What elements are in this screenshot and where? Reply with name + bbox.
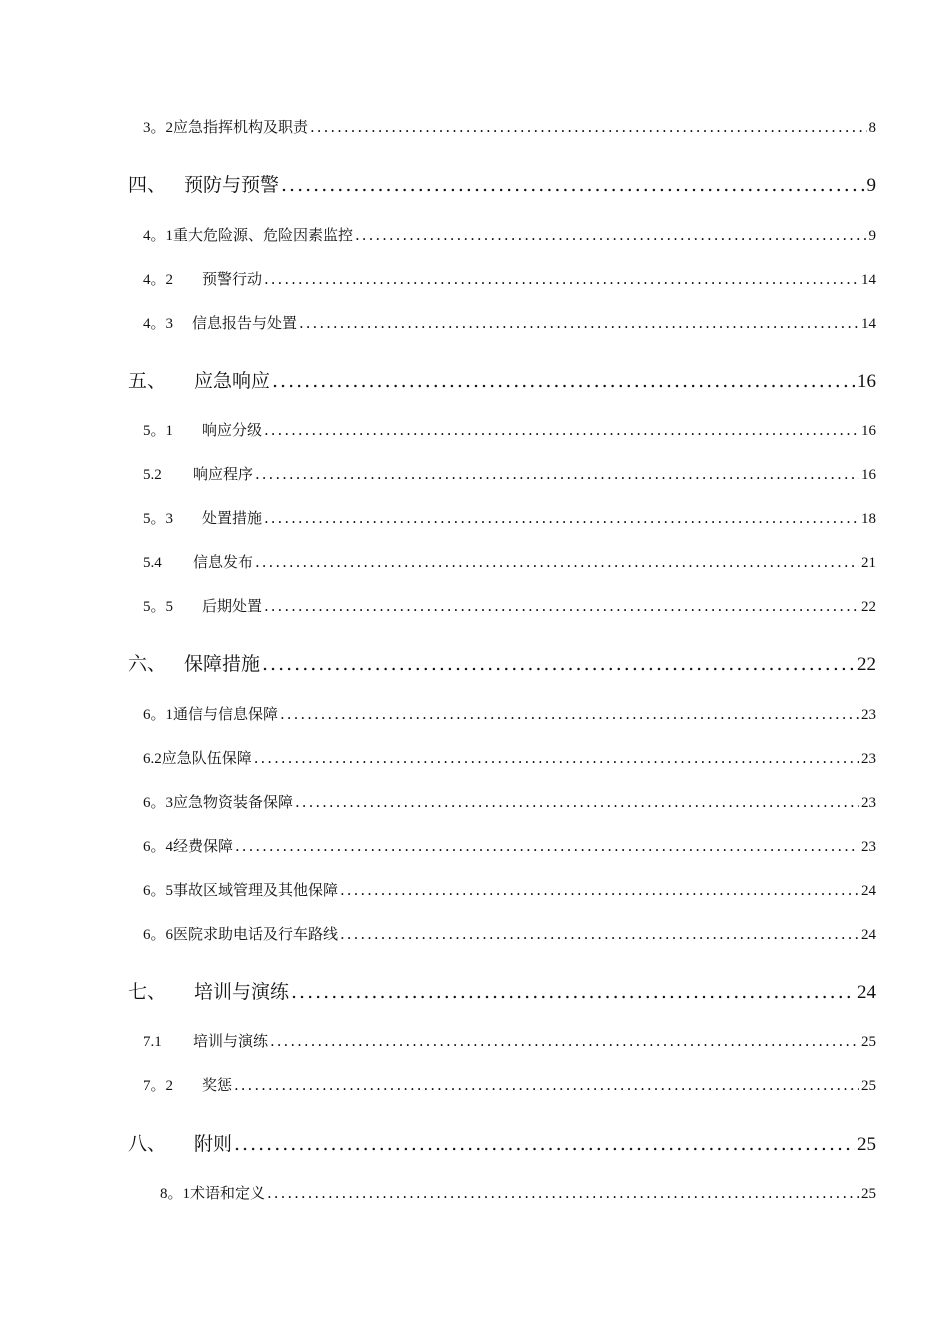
toc-page-number: 23	[861, 839, 876, 855]
toc-page-number: 9	[866, 175, 876, 196]
toc-page-number: 18	[861, 511, 876, 527]
dot-leader	[234, 1133, 855, 1155]
toc-entry[interactable]	[143, 116, 876, 137]
toc-chapter[interactable]	[128, 977, 876, 1004]
toc-title: 附则	[194, 1133, 233, 1155]
toc-title: 培训与演练	[194, 981, 290, 1003]
toc-title: 应急队伍保障	[161, 749, 252, 767]
toc-title: 后期处置	[202, 597, 263, 615]
toc-title: 应急物资装备保障	[173, 793, 294, 811]
toc-number: 七、	[128, 982, 167, 1003]
toc-title: 重大危险源、危险因素监控	[173, 226, 354, 244]
dot-leader	[355, 226, 866, 244]
toc-entry[interactable]	[143, 419, 876, 440]
toc-number: 6.2	[143, 751, 162, 767]
dot-leader	[255, 553, 859, 571]
toc-title: 响应分级	[202, 421, 263, 439]
toc-page-number: 14	[861, 316, 876, 332]
toc-page-number: 25	[861, 1186, 876, 1202]
toc-page-number: 16	[861, 467, 876, 483]
toc-title: 预警行动	[202, 270, 263, 288]
toc-number: 4。3	[143, 316, 174, 332]
toc-number: 6。1	[143, 707, 174, 723]
toc-title: 应急指挥机构及职责	[173, 118, 309, 136]
toc-entry[interactable]	[143, 268, 876, 289]
toc-number: 4。2	[143, 272, 174, 288]
toc-title: 保障措施	[184, 653, 261, 675]
toc-page-number: 22	[857, 654, 876, 675]
toc-title: 通信与信息保障	[173, 705, 279, 723]
toc-number: 6。3	[143, 795, 174, 811]
toc-number: 5。5	[143, 599, 174, 615]
dot-leader	[264, 270, 859, 288]
toc-entry[interactable]	[143, 1074, 876, 1095]
dot-leader	[235, 837, 859, 855]
toc-number: 5。3	[143, 511, 174, 527]
dot-leader	[234, 1076, 859, 1094]
dot-leader	[262, 653, 855, 675]
dot-leader	[270, 1032, 859, 1050]
toc-entry[interactable]	[143, 595, 876, 616]
toc-number: 3。2	[143, 120, 174, 136]
toc-number: 五、	[128, 371, 167, 392]
dot-leader	[340, 881, 859, 899]
toc-page-number: 25	[857, 1134, 876, 1155]
toc-number: 5。1	[143, 423, 174, 439]
toc-number: 5.4	[143, 555, 162, 571]
toc-number: 八、	[128, 1134, 167, 1155]
toc-number: 6。6	[143, 927, 174, 943]
toc-title: 术语和定义	[190, 1184, 266, 1202]
toc-chapter[interactable]	[128, 366, 876, 393]
dot-leader	[264, 597, 859, 615]
dot-leader	[264, 421, 859, 439]
toc-page-number: 16	[857, 371, 876, 392]
toc-number: 6。4	[143, 839, 174, 855]
toc-page-number: 23	[861, 707, 876, 723]
dot-leader	[267, 1184, 859, 1202]
toc-entry[interactable]	[143, 224, 876, 245]
toc-title: 事故区域管理及其他保障	[173, 881, 339, 899]
toc-chapter[interactable]	[128, 1129, 876, 1156]
toc-page-number: 25	[861, 1034, 876, 1050]
toc-number: 6。5	[143, 883, 174, 899]
toc-page-number: 22	[861, 599, 876, 615]
toc-page-number: 23	[861, 751, 876, 767]
toc-page-number: 16	[861, 423, 876, 439]
toc-number: 7。2	[143, 1078, 174, 1094]
dot-leader	[264, 509, 859, 527]
toc-title: 信息报告与处置	[192, 314, 298, 332]
toc-entry[interactable]	[143, 747, 876, 768]
toc-page-number: 8	[868, 120, 876, 136]
toc-entry[interactable]	[143, 835, 876, 856]
toc-number: 4。1	[143, 228, 174, 244]
toc-entry[interactable]	[143, 923, 876, 944]
dot-leader	[299, 314, 859, 332]
toc-number: 六、	[128, 654, 167, 675]
toc-title: 响应程序	[193, 465, 254, 483]
toc-title: 奖惩	[202, 1076, 233, 1094]
dot-leader	[255, 465, 859, 483]
toc-number: 5.2	[143, 467, 162, 483]
toc-entry[interactable]	[143, 703, 876, 724]
dot-leader	[340, 925, 859, 943]
toc-title: 应急响应	[194, 370, 271, 392]
toc-page-number: 24	[861, 927, 876, 943]
toc-entry[interactable]	[143, 507, 876, 528]
dot-leader	[280, 705, 859, 723]
toc-page-number: 23	[861, 795, 876, 811]
toc-number: 8。1	[160, 1186, 191, 1202]
dot-leader	[254, 749, 859, 767]
toc-entry[interactable]	[143, 1030, 876, 1051]
toc-page-number: 21	[861, 555, 876, 571]
dot-leader	[272, 370, 855, 392]
toc-page-number: 14	[861, 272, 876, 288]
toc-chapter[interactable]	[128, 170, 876, 197]
dot-leader	[295, 793, 859, 811]
toc-title: 经费保障	[173, 837, 234, 855]
toc-entry[interactable]	[143, 879, 876, 900]
toc-chapter[interactable]	[128, 649, 876, 676]
toc-title: 处置措施	[202, 509, 263, 527]
toc-title: 预防与预警	[184, 174, 280, 196]
toc-page-number: 25	[861, 1078, 876, 1094]
toc-page-number: 24	[861, 883, 876, 899]
toc-number: 四、	[128, 175, 167, 196]
toc-page-number: 9	[868, 228, 876, 244]
dot-leader	[310, 118, 866, 136]
toc-entry[interactable]	[160, 1182, 876, 1203]
dot-leader	[281, 174, 864, 196]
toc-entry[interactable]	[143, 791, 876, 812]
toc-entry[interactable]	[143, 463, 876, 484]
toc-title: 培训与演练	[193, 1032, 269, 1050]
toc-entry[interactable]	[143, 551, 876, 572]
toc-title: 信息发布	[193, 553, 254, 571]
toc-number: 7.1	[143, 1034, 162, 1050]
dot-leader	[291, 981, 855, 1003]
toc-page-number: 24	[857, 982, 876, 1003]
toc-title: 医院求助电话及行车路线	[173, 925, 339, 943]
toc-entry[interactable]	[143, 312, 876, 333]
